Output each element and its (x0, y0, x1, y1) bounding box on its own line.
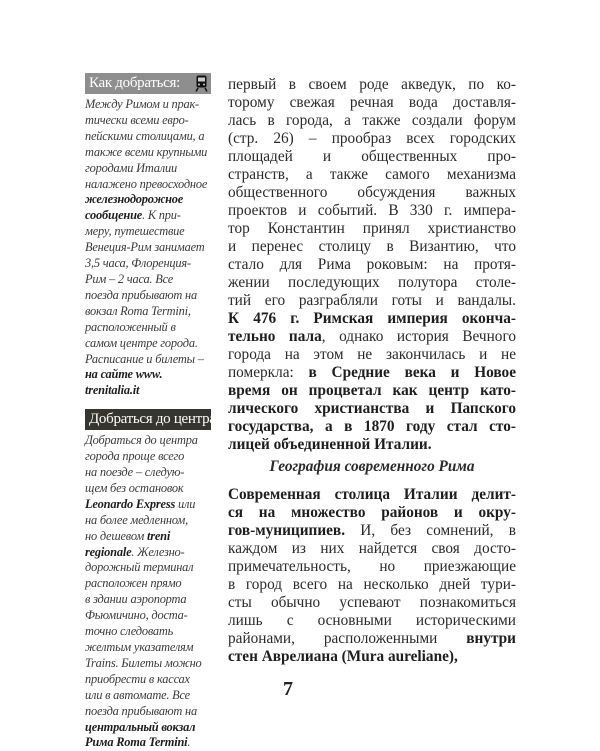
text-line (228, 94, 516, 112)
text-run: . К при- (142, 208, 181, 223)
text-run: Фьюмичино, доста- (85, 608, 188, 623)
text-line (228, 130, 516, 148)
text-run: первый в своем роде акведук, по ко- (228, 76, 516, 93)
text-line (228, 382, 516, 400)
text-line (228, 418, 516, 436)
text-run: пейскими столицами, а (85, 128, 205, 143)
text-run: но дешевом (85, 528, 147, 543)
text-line (228, 166, 516, 184)
text-run: проектов и событий. В 330 г. импера- (228, 202, 516, 219)
body-paragraph (228, 486, 516, 666)
text-run: Trains. Билеты можно (85, 655, 202, 670)
text-line (228, 292, 516, 310)
text-run: примечательность, но приезжающие (228, 558, 516, 575)
text-line (85, 576, 211, 592)
bold-text: внутри (466, 630, 516, 647)
text-line (228, 486, 516, 504)
bold-text: ся на множество районов и окру- (228, 504, 516, 521)
text-run: померкла: (228, 364, 309, 381)
text-run: Между Римом и прак- (85, 97, 199, 111)
text-run: каждом из них найдется своя досто- (228, 540, 516, 557)
text-line (85, 529, 211, 545)
text-line (228, 148, 516, 166)
text-line (85, 256, 211, 272)
sidebar-box-text (85, 97, 211, 399)
bold-text: trenitalia.it (85, 383, 140, 398)
text-line (85, 320, 211, 336)
sidebar-box-title: Добраться до центра (89, 411, 216, 428)
text-run: расположенный в (85, 319, 176, 334)
text-line (85, 545, 211, 561)
text-line (85, 465, 211, 481)
text-run: города на этом не закончилась и не (228, 346, 516, 363)
sidebar-box-header-how-to-get (85, 73, 211, 94)
bold-text: центральный вокзал (85, 719, 196, 734)
sidebar-box-title: Как добраться: (89, 75, 180, 91)
text-line (228, 364, 516, 382)
text-line (85, 145, 211, 161)
text-line (85, 688, 211, 704)
text-run: или (175, 496, 196, 511)
text-line (228, 274, 516, 292)
text-run: торому свежая речная вода доставля- (228, 94, 516, 111)
text-line (228, 558, 516, 576)
text-run: тически всеми евро- (85, 112, 189, 127)
text-run: городами Италии (85, 160, 177, 175)
text-line (85, 240, 211, 256)
bold-text: в Средние века и Новое (308, 364, 516, 381)
text-run: на более медленном, (85, 512, 189, 527)
bold-text: на сайте www. (85, 367, 163, 382)
text-line (85, 208, 211, 224)
page-number: 7 (283, 678, 293, 700)
text-run: или в автомате. Все (85, 687, 190, 702)
text-line (85, 161, 211, 177)
text-line (228, 328, 516, 346)
text-line (228, 576, 516, 594)
text-line (85, 336, 211, 352)
text-run: стало для Рима роковым: на протя- (228, 256, 516, 273)
text-run: дорожный терминал (85, 560, 194, 575)
bold-text: Современная столица Италии делит- (228, 486, 516, 503)
text-line (85, 113, 211, 129)
bold-text: лицей объединенной Италии. (228, 436, 432, 453)
bold-text: Leonardo Express (85, 496, 176, 511)
text-run: 3,5 часа, Флоренция- (85, 256, 191, 271)
bold-text: железнодорожное (85, 192, 184, 207)
text-line (85, 624, 211, 640)
text-line (228, 238, 516, 256)
text-run: расположен прямо (85, 576, 182, 591)
text-line (228, 540, 516, 558)
text-line (85, 449, 211, 465)
text-run: на поезде – следую- (85, 465, 185, 480)
text-run: щем без остановок (85, 480, 184, 495)
bold-text: Рима Roma Termini (85, 735, 188, 750)
text-line (228, 612, 516, 630)
text-run: точно следовать (85, 624, 174, 639)
bold-text: regionale (85, 544, 132, 559)
section-heading: География современного Рима (269, 458, 475, 475)
text-run: поезда прибывают на (85, 703, 197, 718)
text-line (228, 504, 516, 522)
text-run: приобрести в кассах (85, 671, 190, 686)
bold-text: стен Аврелиана (Mura aureliane), (228, 648, 458, 665)
text-line (228, 202, 516, 220)
text-line (85, 481, 211, 497)
bold-text: время он процветал как центр като- (228, 382, 516, 399)
text-line (85, 367, 211, 383)
text-run: налажено превосходное (85, 176, 208, 191)
text-line (85, 129, 211, 145)
text-line (85, 497, 211, 513)
text-run: также всеми крупными (85, 144, 208, 159)
text-line (228, 522, 516, 540)
text-line (228, 112, 516, 130)
text-run: . Железно- (131, 544, 185, 559)
text-line (85, 608, 211, 624)
text-run: Добраться до центра (85, 433, 198, 448)
text-line (228, 346, 516, 364)
text-line (85, 592, 211, 608)
text-run: странств, а также самого механизма (228, 166, 516, 183)
text-run: лась в города, а также создали форум (228, 112, 516, 129)
text-line (85, 352, 211, 368)
text-run: самом центре города. (85, 335, 198, 350)
text-run: и перенес столицу в Византию, что (228, 238, 516, 255)
bold-text: тельно пала (228, 328, 322, 345)
text-line (85, 304, 211, 320)
text-line (228, 594, 516, 612)
text-run: Венеция-Рим занимает (85, 240, 205, 255)
text-run: желтым указателям (85, 640, 194, 654)
text-run: тий его разграбляли готы и вандалы. (228, 292, 516, 309)
bold-text: сообщение (85, 208, 143, 223)
text-line (85, 513, 211, 529)
text-line (85, 272, 211, 288)
text-line (85, 433, 211, 449)
text-line (85, 720, 211, 736)
text-run: площадей и общественных про- (228, 148, 516, 165)
text-run: (стр. 26) – прообраз всех городских (228, 130, 516, 147)
text-run: Рим – 2 часа. Все (85, 271, 174, 286)
text-run: . (187, 735, 191, 750)
text-line (85, 177, 211, 193)
text-run: вокзал Roma Termini, (85, 303, 191, 318)
text-run: лишь с основными историческими (228, 612, 516, 629)
text-line (85, 288, 211, 304)
text-line (228, 76, 516, 94)
text-run: меру, путешествие (85, 224, 185, 239)
bold-text: лического христианства и Папского (228, 400, 516, 417)
body-paragraph (228, 76, 516, 454)
text-run: Расписание и билеты – (85, 351, 204, 366)
sidebar-box-text (85, 433, 211, 751)
text-line (228, 648, 516, 666)
bold-text: государства, а в 1870 году стал сто- (228, 418, 516, 435)
text-run: И, без сомнений, в (345, 522, 516, 539)
text-line (228, 220, 516, 238)
text-run: в город всего на несколько дней тури- (228, 576, 516, 593)
train-icon (195, 75, 208, 92)
text-line (228, 184, 516, 202)
sidebar-box-header-to-center (85, 409, 216, 430)
text-line (85, 97, 211, 113)
text-run: тор Константин принял христианство (228, 220, 516, 237)
text-line (228, 256, 516, 274)
text-run: сты обычно успевают познакомиться (228, 594, 516, 611)
text-line (85, 224, 211, 240)
bold-text: treni (146, 528, 171, 543)
text-run: жении последующих полутора столе- (228, 274, 516, 291)
text-line (85, 383, 211, 399)
bold-text: гов-муниципиев. (228, 522, 346, 539)
sidebar (85, 73, 216, 751)
text-run: общественного обсуждения важных (228, 184, 516, 201)
text-line (228, 310, 516, 328)
text-run: районами, расположенными (228, 630, 467, 647)
text-line (228, 436, 516, 454)
text-line (85, 192, 211, 208)
bold-text: К 476 г. Римская империя оконча- (228, 310, 516, 327)
text-line (85, 656, 211, 672)
text-run: поезда прибывают на (85, 287, 197, 302)
text-run: , однако история Вечного (321, 328, 516, 345)
text-run: города проще всего (85, 449, 185, 464)
text-line (85, 735, 211, 751)
text-line (85, 560, 211, 576)
text-line (228, 400, 516, 418)
text-line (85, 640, 211, 656)
text-run: в здании аэропорта (85, 592, 187, 607)
text-line (85, 672, 211, 688)
text-line (85, 704, 211, 720)
text-line (228, 630, 516, 648)
